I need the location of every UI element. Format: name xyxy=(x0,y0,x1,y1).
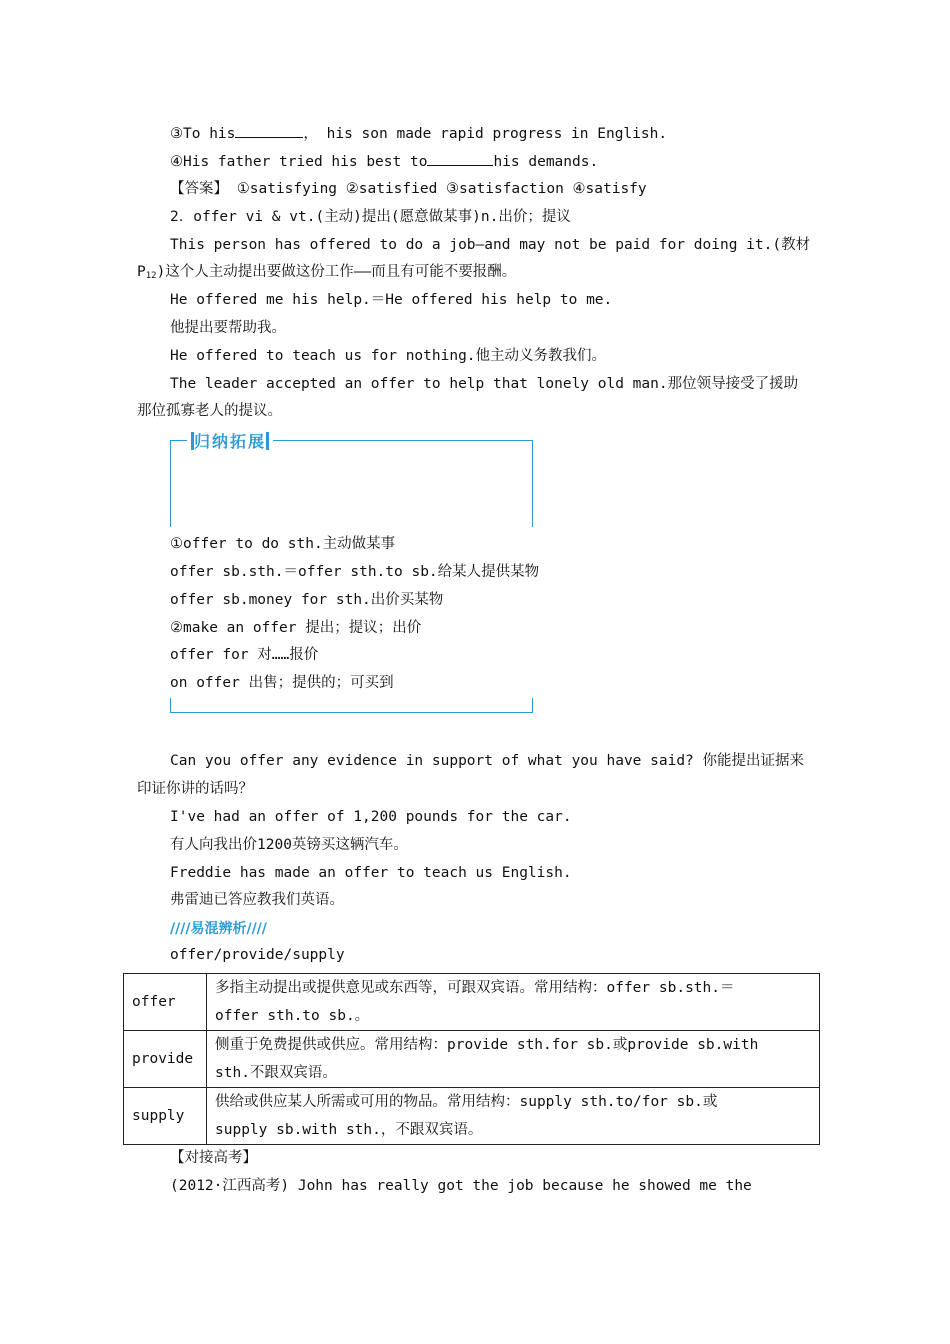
blank-line xyxy=(235,123,303,138)
summary-item: ②make an offer 提出；提议；出价 xyxy=(170,620,422,636)
example-line: 印证你讲的话吗？ xyxy=(137,781,253,797)
exercise-item-3: ③To his ， his son made rapid progress in English. xyxy=(170,123,667,144)
blank-line xyxy=(427,151,493,166)
example-line: 他提出要帮助我。 xyxy=(170,320,286,336)
example-line: Can you offer any evidence in support of what you have said? 你能提出证据来 xyxy=(170,753,805,769)
summary-item: on offer 出售；提供的；可买到 xyxy=(170,675,394,691)
table-word: provide xyxy=(124,1031,207,1088)
example-line: 有人向我出价1200英镑买这辆汽车。 xyxy=(170,837,408,853)
table-row xyxy=(124,1031,820,1088)
exercise-item-4: ④His father tried his best to his demands. xyxy=(170,151,598,172)
example-line: He offered me his help.＝He offered his help to me. xyxy=(170,292,613,308)
example-line: Freddie has made an offer to teach us English. xyxy=(170,865,572,881)
gaokao-label: 【对接高考】 xyxy=(170,1150,257,1166)
table-word: offer xyxy=(124,974,207,1031)
example-line: He offered to teach us for nothing.他主动义务教我们。 xyxy=(170,348,607,364)
title-bar-icon xyxy=(266,432,269,450)
answer-line: 【答案】 ①satisfying ②satisfied ③satisfaction ④satisfy xyxy=(170,181,647,197)
summary-item: offer sb.money for sth.出价买某物 xyxy=(170,592,444,608)
example-line: $P_{12}$)这个人主动提出要做这份工作——而且有可能不要报酬。 xyxy=(137,264,517,281)
summary-box-title: 归纳拓展 xyxy=(187,429,273,452)
example-line: 那位孤寡老人的提议。 xyxy=(137,403,282,419)
confusable-words: offer/provide/supply xyxy=(170,947,345,963)
summary-item: offer for 对……报价 xyxy=(170,647,319,663)
summary-box-bottom xyxy=(170,698,533,713)
table-row xyxy=(124,974,820,1031)
example-line: This person has offered to do a job—and may not be paid for doing it.(教材 xyxy=(170,237,811,253)
table-row xyxy=(124,1088,820,1145)
table-desc: 多指主动提出或提供意见或东西等，可跟双宾语。常用结构：offer sb.sth.＝ offer sth.to sb.。 xyxy=(207,974,820,1031)
example-line: The leader accepted an offer to help that lonely old man.那位领导接受了援助 xyxy=(170,376,799,392)
confusable-title: ////易混辨析//// xyxy=(170,921,267,937)
comparison-table xyxy=(123,973,820,1145)
table-desc: 供给或供应某人所需或可用的物品。常用结构：supply sth.to/for sb.或 supply sb.with sth.，不跟双宾语。 xyxy=(207,1088,820,1145)
example-line: 弗雷迪已答应教我们英语。 xyxy=(170,892,344,908)
table-desc: 侧重于免费提供或供应。常用结构：provide sth.for sb.或provide sb.with sth.不跟双宾语。 xyxy=(207,1031,820,1088)
example-line: I've had an offer of 1,200 pounds for the car. xyxy=(170,809,572,825)
entry-heading: 2．offer vi & vt.(主动)提出(愿意做某事)n.出价；提议 xyxy=(170,209,571,225)
table-word: supply xyxy=(124,1088,207,1145)
summary-item: ①offer to do sth.主动做某事 xyxy=(170,536,396,552)
gaokao-question: (2012·江西高考) John has really got the job because he showed me the xyxy=(170,1178,752,1194)
summary-item: offer sb.sth.＝offer sth.to sb.给某人提供某物 xyxy=(170,564,540,580)
summary-box-frame xyxy=(170,440,533,527)
